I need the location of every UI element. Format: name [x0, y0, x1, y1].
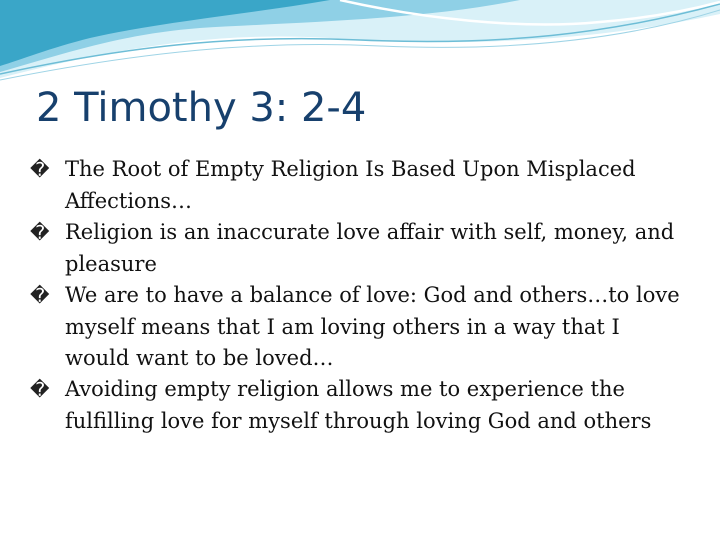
bullet-marker-icon: � [30, 285, 50, 307]
bullet-item [30, 374, 690, 437]
slide-title: 2 Timothy 3: 2-4 [36, 85, 367, 131]
bullet-marker-icon: � [30, 159, 50, 181]
bullet-item [30, 280, 690, 374]
bullet-text: Religion is an inaccurate love affair with self, money, and pleasure [65, 220, 675, 276]
bullet-text: Avoiding empty religion allows me to experience the fulfilling love for myself through loving God and others [65, 377, 652, 433]
bullet-list [30, 154, 690, 437]
bullet-item [30, 154, 690, 217]
decorative-wave-header [0, 0, 720, 90]
bullet-text: We are to have a balance of love: God and others…to love myself means that I am loving others in a way that I would want to be loved… [65, 283, 680, 370]
bullet-marker-icon: � [30, 379, 50, 401]
bullet-text: The Root of Empty Religion Is Based Upon Misplaced Affections… [65, 157, 636, 213]
bullet-marker-icon: � [30, 222, 50, 244]
bullet-item [30, 217, 690, 280]
